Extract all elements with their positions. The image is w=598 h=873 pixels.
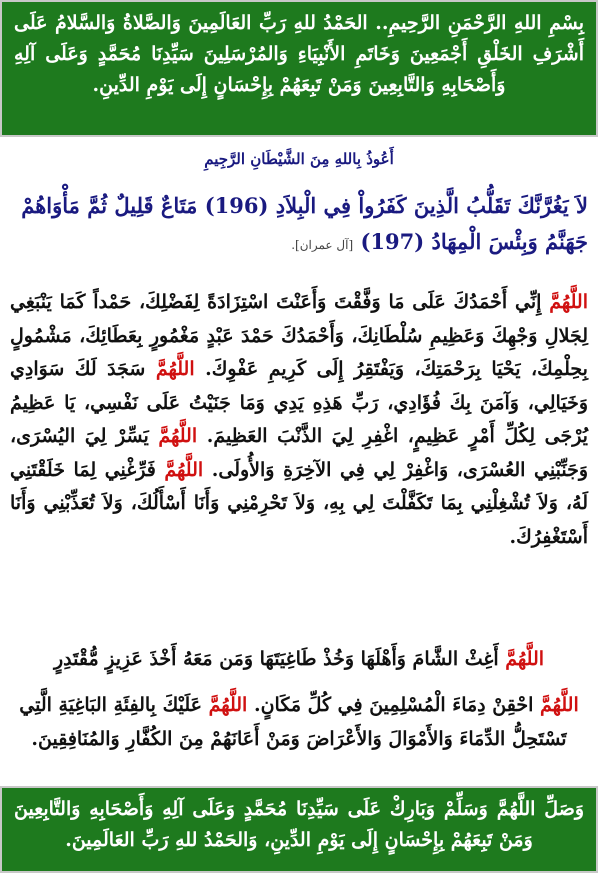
allahumma-word: اللَّهُمَّ xyxy=(158,425,198,447)
blood-supplication xyxy=(0,688,598,774)
main-supplication xyxy=(0,286,598,624)
blood-part-2: عَلَيْكَ بِالفِئَةِ البَاغِيَةِ الَّتِي تَسْتَحِلُّ الدِّمَاءَ وَالأَمْوَالَ وَالأَعْرَاضَ وَمَنْ أَعَانَهُمْ مِنَ الكُفَّارِ وَالمُنَافِقِينَ. xyxy=(19,694,567,750)
closing-text: وَصَلِّ اللَّهُمَّ وَسَلِّمْ وَبَارِكْ عَلَى سَيِّدِنَا مُحَمَّدٍ وَعَلَى آلِهِ وَأَصْحَابِهِ وَالتَّابِعِينَ وَمَنْ تَبِعَهُمْ بِإِحْسَانٍ إِلَى يَوْمِ الدِّينِ، وَالحَمْدُ للهِ رَبِّ العَالَمِينَ. xyxy=(14,798,584,851)
supplication-part-2: سَجَدَ لَكَ سَوَادِي وَخَيَالِي، وَآمَنَ بِكَ فُؤَادِي، رَبِّ هَذِهِ يَدِي وَمَا جَنَيْتُ عَلَى نَفْسِي، يَا عَظِيمُ يُرْجَى لِكُلِّ أَمْرٍ عَظِيمٍ، اغْفِرِ لِيَ الذَّنْبَ العَظِيمَ. xyxy=(10,358,588,447)
allahumma-word: اللَّهُمَّ xyxy=(155,358,195,380)
supplication-part-4: فَرِّغْنِي لِمَا خَلَقْتَنِي لَهُ، وَلاَ تُشْغِلْنِي بِمَا تَكَفَّلْتَ لِي بِهِ، وَلاَ تَحْرِمْنِي وَأَنَا أَسْأَلُكَ، وَلاَ تُعَذِّبْنِي وَأَنَا أَسْتَغْفِرُكَ. xyxy=(10,458,588,548)
istiadha-line xyxy=(0,150,598,172)
verse-text: لاَ يَغُرَّنَّكَ تَقَلُّبُ الَّذِينَ كَفَرُواْ فِي الْبِلاَدِ (196) مَتَاعٌ قَلِيلٌ ثُمَّ مَأْوَاهُمْ جَهَنَّمُ وَبِئْسَ الْمِهَادُ (197) xyxy=(21,193,588,254)
allahumma-word: اللَّهُمَّ xyxy=(549,291,588,313)
supplication-paragraph xyxy=(10,286,588,554)
quran-verse-block xyxy=(0,188,598,268)
quran-verse xyxy=(10,188,588,263)
allahumma-word: اللَّهُمَّ xyxy=(505,648,545,670)
blood-part-1: احْقِنْ دِمَاءَ الْمُسْلِمِينَ فِي كُلِّ مَكَانٍ. xyxy=(253,694,534,716)
closing-box xyxy=(0,786,598,873)
blood-paragraph xyxy=(10,688,588,756)
opening-box xyxy=(0,0,598,137)
opening-text: بِسْمِ اللهِ الرَّحْمَنِ الرَّحِيمِ.. الحَمْدُ للهِ رَبِّ العَالَمِينَ وَالصَّلاةُ وَالسَّلامُ عَلَى أَشْرَفِ الخَلْقِ أَجْمَعِينَ وَخَاتَمِ الأَنْبِيَاءِ وَالمُرْسَلِينَ سَيِّدِنَا مُحَمَّدٍ وَعَلَى آلِهِ وَأَصْحَابِهِ وَالتَّابِعِينَ وَمَنْ تَبِعَهُمْ بِإِحْسَانٍ إِلَى يَوْمِ الدِّينِ. xyxy=(14,12,584,96)
allahumma-word: اللَّهُمَّ xyxy=(208,694,248,716)
supplication-part-1: إِنِّي أَحْمَدُكَ عَلَى مَا وَفَّقْتَ وَأَعَنْتَ اسْتِزَادَةً لِفَضْلِكَ، حَمْداً كَمَا يَنْبَغِي لِجَلالِ وَجْهِكَ وَعَظِيمِ سُلْطَانِكَ، وَأَحْمَدُكَ حَمْدَ عَبْدٍ مَغْمُورٍ بِعَطَائِكَ، مَشْمُولٍ بِحِلْمِكَ، يَحْيَا بِرَحْمَتِكَ، وَيَفْتَقِرُ إِلَى كَرِيمِ عَفْوِكَ. xyxy=(10,291,588,380)
sham-supplication xyxy=(0,642,598,676)
sham-text: أَغِثْ الشَّامَ وَأَهْلَهَا وَخُذْ طَاغِيَتَهَا وَمَن مَعَهُ أَخْذَ عَزِيزٍ مُّقْتَدِرٍ xyxy=(53,648,499,670)
allahumma-word: اللَّهُمَّ xyxy=(539,694,579,716)
sham-line xyxy=(10,642,588,676)
supplication-part-3: يَسِّرْ لِيَ اليُسْرَى، وَجَنِّبْنِي العُسْرَى، وَاغْفِرْ لِي فِي الآخِرَةِ وَالأُولَى. xyxy=(10,425,588,481)
allahumma-word: اللَّهُمَّ xyxy=(164,458,204,481)
istiadha-text: أَعُوذُ بِاللهِ مِنَ الشَّيْطَانِ الرَّجِيمِ xyxy=(204,150,394,168)
surah-reference: [آل عمران]. xyxy=(291,238,354,252)
